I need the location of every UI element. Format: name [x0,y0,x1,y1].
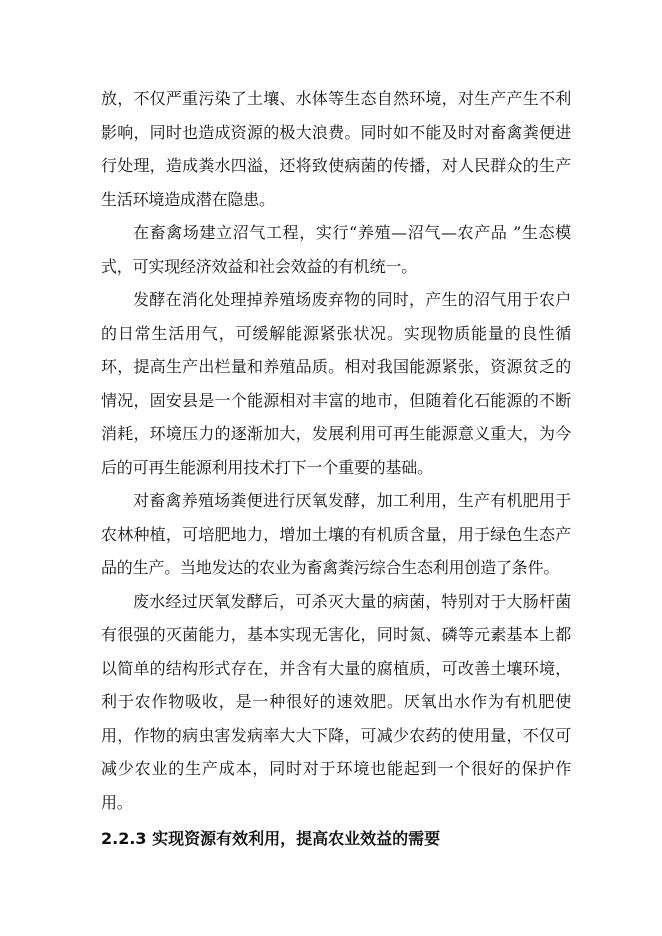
body-paragraph: 发酵在消化处理掉养殖场废弃物的同时，产生的沼气用于农户的日常生活用气，可缓解能源紧张状况。实现物质能量的良性循环，提高生产出栏量和养殖品质。相对我国能源紧张，资源贫乏的情况，固安县是一个能源相对丰富的地市，但随着化石能源的不断消耗，环境压力的逐渐加大，发展利用可再生能源意义重大，为今后的可再生能源利用技术打下一个重要的基础。 [101,290,571,477]
body-paragraph: 放，不仅严重污染了土壤、水体等生态自然环境，对生产产生不利影响，同时也造成资源的极大浪费。同时如不能及时对畜禽粪便进行处理，造成粪水四溢，还将致使病菌的传播，对人民群众的生产生活环境造成潜在隐患。 [101,89,571,209]
section-heading: 2.2.3 实现资源有效利用，提高农业效益的需要 [101,829,441,848]
body-paragraph: 废水经过厌氧发酵后，可杀灭大量的病菌，特别对于大肠杆菌有很强的灭菌能力，基本实现无害化，同时氮、磷等元素基本上都以简单的结构形式存在，并含有大量的腐植质，可改善土壤环境，利于农作物吸收，是一种很好的速效肥。厌氧出水作为有机肥使用，作物的病虫害发病率大大下降，可减少农药的使用量，不仅可减少农业的生产成本，同时对于环境也能起到一个很好的保护作用。 [101,591,571,812]
body-paragraph: 对畜禽养殖场粪便进行厌氧发酵，加工利用，生产有机肥用于农林种植，可培肥地力，增加土壤的有机质含量，用于绿色生态产品的生产。当地发达的农业为畜禽粪污综合生态利用创造了条件。 [101,491,571,577]
body-paragraph: 在畜禽场建立沼气工程，实行“养殖—沼气—农产品 ”生态模式，可实现经济效益和社会效益的有机统一。 [101,223,571,276]
document-page [101,82,571,856]
